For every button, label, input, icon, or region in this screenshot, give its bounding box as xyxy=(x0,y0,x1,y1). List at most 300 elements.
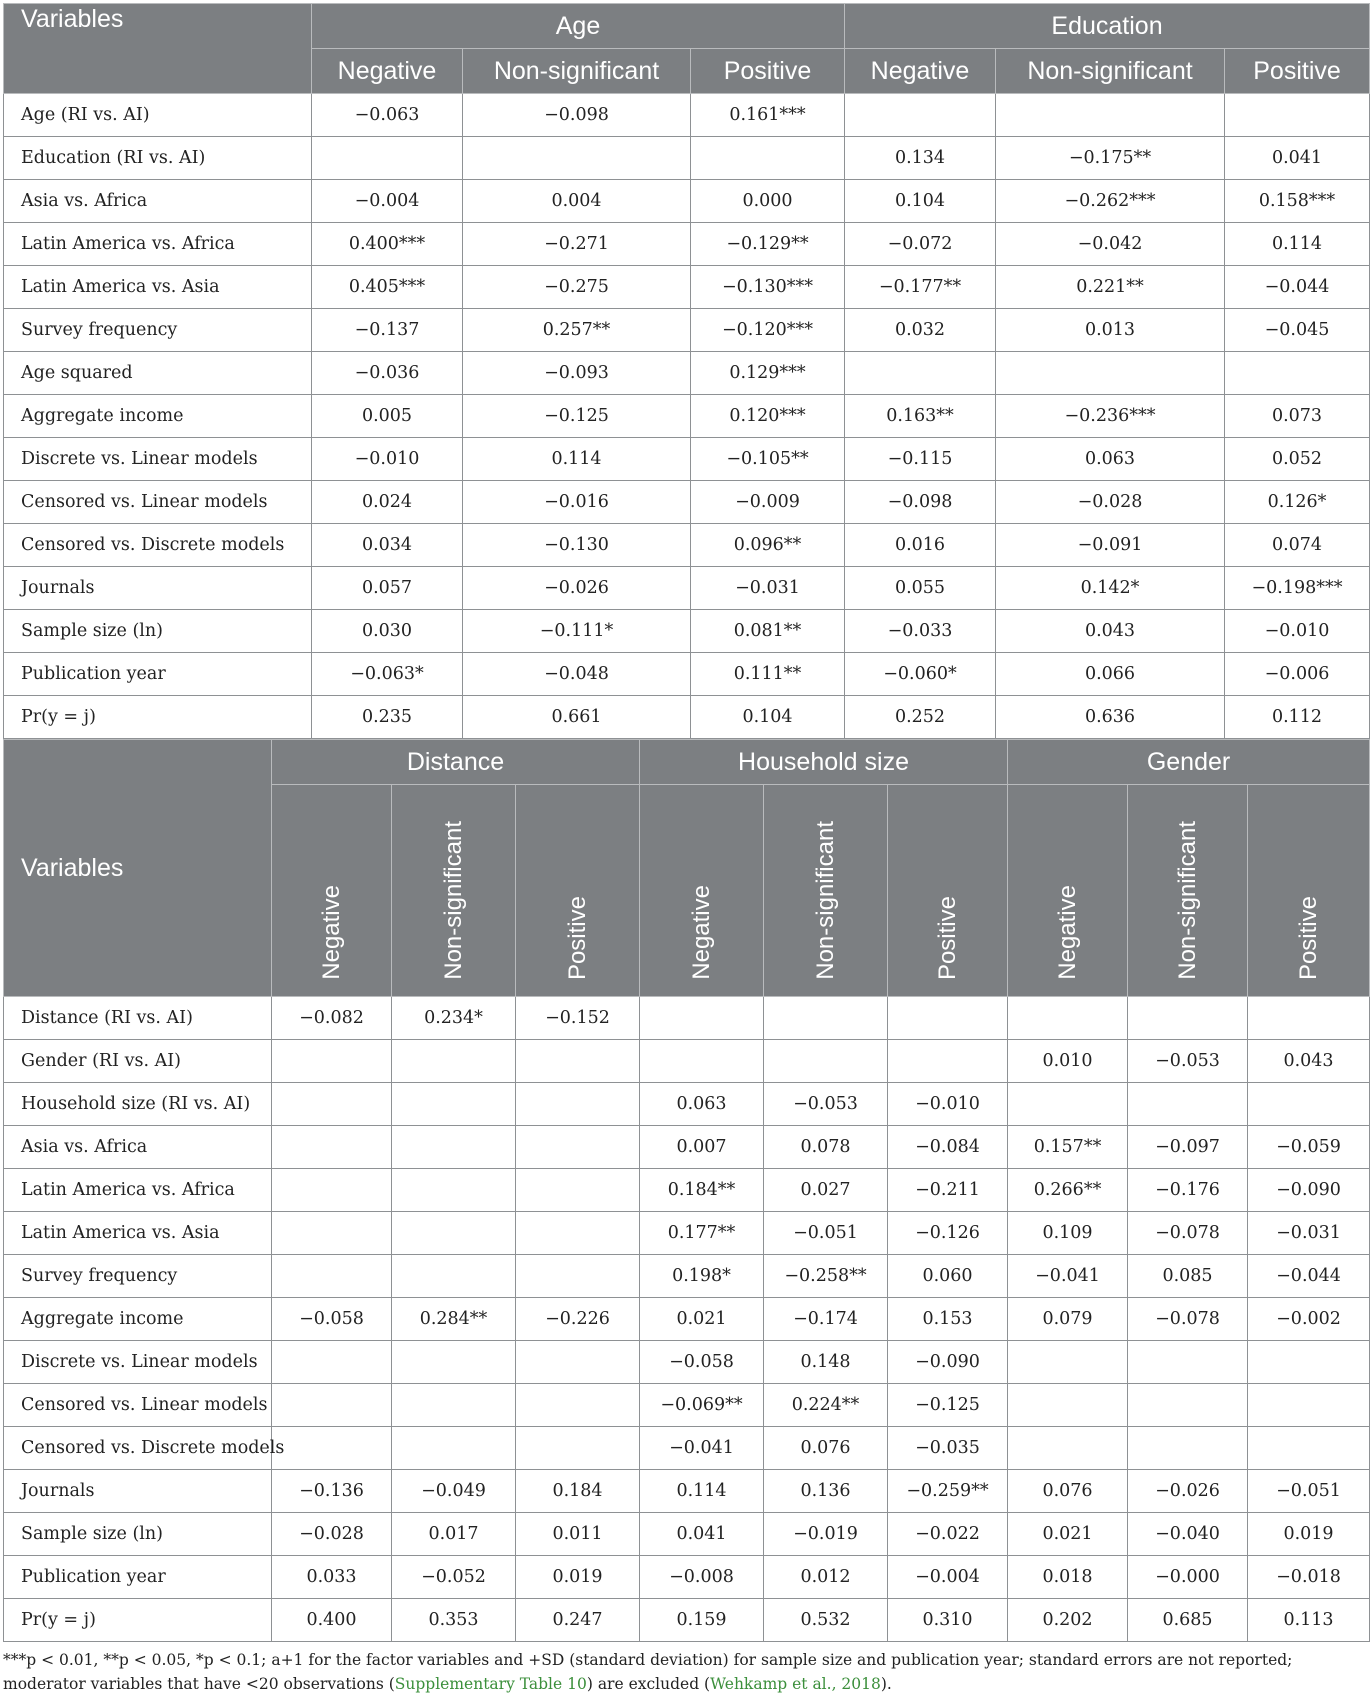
table-cell xyxy=(1008,1427,1128,1470)
table-cell: −0.019 xyxy=(764,1513,888,1556)
table-cell xyxy=(1128,1083,1248,1126)
table-cell: −0.049 xyxy=(392,1470,516,1513)
row-label: Survey frequency xyxy=(4,309,312,352)
table-cell: 0.120*** xyxy=(691,395,845,438)
table-cell xyxy=(392,1384,516,1427)
subheader-non-significant: Non-significant xyxy=(996,49,1225,94)
subheader-positive xyxy=(1248,785,1370,997)
table-cell xyxy=(463,137,691,180)
table-cell: −0.051 xyxy=(764,1212,888,1255)
table-cell: −0.004 xyxy=(312,180,463,223)
table-cell: −0.129** xyxy=(691,223,845,266)
table-cell xyxy=(516,1040,640,1083)
row-label: Discrete vs. Linear models xyxy=(4,438,312,481)
table-cell: 0.136 xyxy=(764,1470,888,1513)
table-cell xyxy=(1008,1341,1128,1384)
table-cell: 0.184** xyxy=(640,1169,764,1212)
table-cell: −0.211 xyxy=(888,1169,1008,1212)
table-cell: 0.310 xyxy=(888,1599,1008,1642)
subheader-negative xyxy=(640,785,764,997)
table-cell: 0.043 xyxy=(1248,1040,1370,1083)
table-cell: 0.004 xyxy=(463,180,691,223)
row-label: Publication year xyxy=(4,1556,272,1599)
subheader-label: Non-significant xyxy=(1173,821,1201,980)
table-cell: 0.153 xyxy=(888,1298,1008,1341)
table-cell: −0.031 xyxy=(1248,1212,1370,1255)
table-cell: −0.090 xyxy=(888,1341,1008,1384)
row-label: Journals xyxy=(4,567,312,610)
table-cell xyxy=(845,352,996,395)
table-cell: 0.010 xyxy=(1008,1040,1128,1083)
table-cell: −0.000 xyxy=(1128,1556,1248,1599)
table-cell: 0.661 xyxy=(463,696,691,739)
table-cell: −0.130*** xyxy=(691,266,845,309)
table-row xyxy=(4,1212,1370,1255)
table-cell: −0.042 xyxy=(996,223,1225,266)
table-cell: 0.685 xyxy=(1128,1599,1248,1642)
table-cell: 0.052 xyxy=(1225,438,1370,481)
table-cell: −0.058 xyxy=(640,1341,764,1384)
table-cell: 0.016 xyxy=(845,524,996,567)
table-cell: −0.177** xyxy=(845,266,996,309)
table-cell: −0.136 xyxy=(272,1470,392,1513)
table-cell: −0.006 xyxy=(1225,653,1370,696)
table-cell: 0.073 xyxy=(1225,395,1370,438)
table-cell: −0.041 xyxy=(1008,1255,1128,1298)
table-cell: 0.034 xyxy=(312,524,463,567)
table-cell xyxy=(1225,352,1370,395)
table-cell xyxy=(272,1384,392,1427)
subheader-negative: Negative xyxy=(312,49,463,94)
table-cell: −0.063* xyxy=(312,653,463,696)
table-cell: −0.137 xyxy=(312,309,463,352)
row-label: Education (RI vs. AI) xyxy=(4,137,312,180)
table-cell: −0.018 xyxy=(1248,1556,1370,1599)
table-cell xyxy=(1225,94,1370,137)
table-cell: −0.044 xyxy=(1225,266,1370,309)
table-cell: −0.258** xyxy=(764,1255,888,1298)
table-cell xyxy=(845,94,996,137)
table-cell xyxy=(392,1212,516,1255)
row-label: Asia vs. Africa xyxy=(4,1126,272,1169)
table-cell xyxy=(392,1169,516,1212)
table-cell: 0.055 xyxy=(845,567,996,610)
table-cell: 0.081** xyxy=(691,610,845,653)
table-cell: 0.266** xyxy=(1008,1169,1128,1212)
table-cell xyxy=(392,1040,516,1083)
table-cell xyxy=(640,1040,764,1083)
table-cell: −0.174 xyxy=(764,1298,888,1341)
table-cell: 0.027 xyxy=(764,1169,888,1212)
table-row xyxy=(4,438,1370,481)
subheader-label: Positive xyxy=(563,895,591,980)
table-cell: −0.090 xyxy=(1248,1169,1370,1212)
row-label: Journals xyxy=(4,1470,272,1513)
table-cell: −0.111* xyxy=(463,610,691,653)
table-cell: 0.148 xyxy=(764,1341,888,1384)
table-cell: 0.114 xyxy=(463,438,691,481)
variables-header: Variables xyxy=(4,740,272,997)
table-cell: 0.060 xyxy=(888,1255,1008,1298)
table-cell: 0.247 xyxy=(516,1599,640,1642)
table-cell xyxy=(888,1040,1008,1083)
table-cell: 0.202 xyxy=(1008,1599,1128,1642)
subheader-non-significant xyxy=(392,785,516,997)
supplementary-table-link[interactable]: Supplementary Table 10 xyxy=(394,1675,587,1693)
table-cell: 0.005 xyxy=(312,395,463,438)
table-row xyxy=(4,1470,1370,1513)
table-cell: 0.113 xyxy=(1248,1599,1370,1642)
table-cell xyxy=(272,1427,392,1470)
row-label: Pr(y = j) xyxy=(4,696,312,739)
table-cell xyxy=(516,1341,640,1384)
table-cell: −0.041 xyxy=(640,1427,764,1470)
subheader-negative xyxy=(1008,785,1128,997)
table-row xyxy=(4,1298,1370,1341)
subheader-positive: Positive xyxy=(1225,49,1370,94)
group-header-distance: Distance xyxy=(272,740,640,785)
table-cell: 0.158*** xyxy=(1225,180,1370,223)
table-cell: 0.234* xyxy=(392,997,516,1040)
table-cell xyxy=(996,94,1225,137)
table-cell: 0.057 xyxy=(312,567,463,610)
table-cell: 0.112 xyxy=(1225,696,1370,739)
table-cell: 0.235 xyxy=(312,696,463,739)
table-cell: 0.114 xyxy=(640,1470,764,1513)
table-cell xyxy=(392,1126,516,1169)
table-cell: −0.175** xyxy=(996,137,1225,180)
table-cell xyxy=(272,1083,392,1126)
table-cell: −0.063 xyxy=(312,94,463,137)
table-cell: 0.019 xyxy=(516,1556,640,1599)
table-cell: −0.125 xyxy=(888,1384,1008,1427)
table-row xyxy=(4,1169,1370,1212)
table-cell: 0.104 xyxy=(845,180,996,223)
subheader-negative xyxy=(272,785,392,997)
table-cell: 0.013 xyxy=(996,309,1225,352)
table-cell: 0.400 xyxy=(272,1599,392,1642)
table-cell: −0.082 xyxy=(272,997,392,1040)
table-cell: −0.115 xyxy=(845,438,996,481)
table-cell: 0.032 xyxy=(845,309,996,352)
table-cell: 0.129*** xyxy=(691,352,845,395)
table-cell: −0.236*** xyxy=(996,395,1225,438)
table-row xyxy=(4,696,1370,739)
subheader-positive xyxy=(888,785,1008,997)
group-header-education: Education xyxy=(845,4,1370,49)
table-row xyxy=(4,1556,1370,1599)
table-cell: −0.051 xyxy=(1248,1470,1370,1513)
table-cell xyxy=(691,137,845,180)
table-cell: 0.163** xyxy=(845,395,996,438)
table-cell xyxy=(392,1341,516,1384)
tables-page xyxy=(3,3,1369,1642)
table-cell: −0.198*** xyxy=(1225,567,1370,610)
table-row xyxy=(4,266,1370,309)
table-cell: −0.105** xyxy=(691,438,845,481)
table-row xyxy=(4,1341,1370,1384)
table-cell: −0.026 xyxy=(463,567,691,610)
table-cell: 0.114 xyxy=(1225,223,1370,266)
table-cell: 0.078 xyxy=(764,1126,888,1169)
table-cell: −0.008 xyxy=(640,1556,764,1599)
table-cell: 0.007 xyxy=(640,1126,764,1169)
table-cell: −0.010 xyxy=(312,438,463,481)
row-label: Latin America vs. Asia xyxy=(4,1212,272,1255)
group-header-household-size: Household size xyxy=(640,740,1008,785)
table-cell: 0.221** xyxy=(996,266,1225,309)
table-cell xyxy=(516,1169,640,1212)
subheader-non-significant: Non-significant xyxy=(463,49,691,94)
table-row xyxy=(4,1083,1370,1126)
table-cell: −0.026 xyxy=(1128,1470,1248,1513)
table-cell xyxy=(516,1083,640,1126)
table-cell xyxy=(888,997,1008,1040)
table-cell xyxy=(516,1212,640,1255)
table-cell: −0.052 xyxy=(392,1556,516,1599)
table-cell: 0.066 xyxy=(996,653,1225,696)
table-cell xyxy=(1248,1083,1370,1126)
table-cell xyxy=(1128,1341,1248,1384)
table-cell xyxy=(1248,1384,1370,1427)
row-label: Age squared xyxy=(4,352,312,395)
table-cell: −0.035 xyxy=(888,1427,1008,1470)
row-label: Latin America vs. Africa xyxy=(4,223,312,266)
subheader-label: Negative xyxy=(687,885,715,980)
row-label: Censored vs. Discrete models xyxy=(4,524,312,567)
table-cell: −0.060* xyxy=(845,653,996,696)
table-cell xyxy=(1248,1341,1370,1384)
row-label: Publication year xyxy=(4,653,312,696)
table-cell: 0.043 xyxy=(996,610,1225,653)
row-label: Latin America vs. Africa xyxy=(4,1169,272,1212)
row-label: Sample size (ln) xyxy=(4,610,312,653)
table-cell: −0.262*** xyxy=(996,180,1225,223)
table-cell: 0.018 xyxy=(1008,1556,1128,1599)
table-cell: 0.017 xyxy=(392,1513,516,1556)
subheader-label: Non-significant xyxy=(811,821,839,980)
table-cell: −0.022 xyxy=(888,1513,1008,1556)
table-cell: −0.016 xyxy=(463,481,691,524)
table-row xyxy=(4,1427,1370,1470)
table-distance-household-gender xyxy=(3,739,1370,1642)
table-cell: −0.097 xyxy=(1128,1126,1248,1169)
row-label: Age (RI vs. AI) xyxy=(4,94,312,137)
table-cell: −0.126 xyxy=(888,1212,1008,1255)
subheader-positive xyxy=(516,785,640,997)
table-cell: −0.004 xyxy=(888,1556,1008,1599)
table-cell: 0.030 xyxy=(312,610,463,653)
table-cell: −0.033 xyxy=(845,610,996,653)
subheader-non-significant xyxy=(764,785,888,997)
table-cell: 0.532 xyxy=(764,1599,888,1642)
subheader-label: Negative xyxy=(317,885,345,980)
table-cell: −0.009 xyxy=(691,481,845,524)
variables-header: Variables xyxy=(4,4,312,94)
table-cell xyxy=(1008,1384,1128,1427)
table-cell: 0.085 xyxy=(1128,1255,1248,1298)
table-row xyxy=(4,1513,1370,1556)
table-cell: −0.028 xyxy=(272,1513,392,1556)
subheader-non-significant xyxy=(1128,785,1248,997)
table-cell: 0.019 xyxy=(1248,1513,1370,1556)
table-cell: −0.093 xyxy=(463,352,691,395)
table-cell: 0.041 xyxy=(1225,137,1370,180)
table-cell: −0.028 xyxy=(996,481,1225,524)
row-label: Censored vs. Discrete models xyxy=(4,1427,272,1470)
table-cell: 0.021 xyxy=(640,1298,764,1341)
table-cell: 0.096** xyxy=(691,524,845,567)
table-cell: −0.048 xyxy=(463,653,691,696)
table-row xyxy=(4,1599,1370,1642)
table-cell: 0.257** xyxy=(463,309,691,352)
table-row xyxy=(4,309,1370,352)
table-cell: 0.104 xyxy=(691,696,845,739)
table-row xyxy=(4,997,1370,1040)
group-header-gender: Gender xyxy=(1008,740,1370,785)
table-cell: −0.084 xyxy=(888,1126,1008,1169)
table-cell xyxy=(392,1427,516,1470)
table-row xyxy=(4,223,1370,266)
row-label: Gender (RI vs. AI) xyxy=(4,1040,272,1083)
footnote-text-3: ). xyxy=(880,1675,892,1693)
table-row xyxy=(4,1040,1370,1083)
table-row xyxy=(4,653,1370,696)
table-cell: 0.157** xyxy=(1008,1126,1128,1169)
footnote-text-1: a+1 for the factor variables and +SD (standard deviation) for sample size and publication year; standard errors are not reported; moderator variables that have <20 observations ( xyxy=(3,1651,1293,1693)
table-cell xyxy=(1008,1083,1128,1126)
table-cell: 0.198* xyxy=(640,1255,764,1298)
subheader-label: Non-significant xyxy=(439,821,467,980)
table-cell: 0.076 xyxy=(764,1427,888,1470)
table-row xyxy=(4,137,1370,180)
table-cell: −0.058 xyxy=(272,1298,392,1341)
table-cell: −0.125 xyxy=(463,395,691,438)
table-row xyxy=(4,395,1370,438)
table-cell: −0.078 xyxy=(1128,1298,1248,1341)
table-cell: −0.044 xyxy=(1248,1255,1370,1298)
table-cell: 0.161*** xyxy=(691,94,845,137)
table-cell: −0.152 xyxy=(516,997,640,1040)
table-cell: 0.111** xyxy=(691,653,845,696)
row-label: Sample size (ln) xyxy=(4,1513,272,1556)
table-cell: 0.134 xyxy=(845,137,996,180)
table-cell: 0.405*** xyxy=(312,266,463,309)
table-cell: −0.275 xyxy=(463,266,691,309)
table-cell: 0.159 xyxy=(640,1599,764,1642)
table-cell: −0.091 xyxy=(996,524,1225,567)
table-cell xyxy=(516,1384,640,1427)
table-cell: 0.021 xyxy=(1008,1513,1128,1556)
reference-link[interactable]: Wehkamp et al., 2018 xyxy=(710,1675,881,1693)
table-cell: 0.142* xyxy=(996,567,1225,610)
group-header-age: Age xyxy=(312,4,845,49)
table-cell xyxy=(272,1341,392,1384)
table-cell: −0.053 xyxy=(1128,1040,1248,1083)
table-cell xyxy=(1128,1427,1248,1470)
table-cell: −0.120*** xyxy=(691,309,845,352)
row-label: Aggregate income xyxy=(4,1298,272,1341)
table-cell xyxy=(1128,1384,1248,1427)
table-cell: 0.184 xyxy=(516,1470,640,1513)
table-cell: −0.072 xyxy=(845,223,996,266)
table-cell: 0.400*** xyxy=(312,223,463,266)
table-row xyxy=(4,1384,1370,1427)
table-cell: 0.063 xyxy=(640,1083,764,1126)
table-cell: 0.284** xyxy=(392,1298,516,1341)
row-label: Asia vs. Africa xyxy=(4,180,312,223)
table-cell: 0.063 xyxy=(996,438,1225,481)
table-cell xyxy=(392,1255,516,1298)
table-cell xyxy=(1248,1427,1370,1470)
table-cell: 0.012 xyxy=(764,1556,888,1599)
row-label: Discrete vs. Linear models xyxy=(4,1341,272,1384)
table-cell: 0.636 xyxy=(996,696,1225,739)
table-row xyxy=(4,180,1370,223)
row-label: Censored vs. Linear models xyxy=(4,1384,272,1427)
table-cell: 0.024 xyxy=(312,481,463,524)
table-cell xyxy=(272,1040,392,1083)
table-cell: −0.226 xyxy=(516,1298,640,1341)
table-cell xyxy=(272,1255,392,1298)
table-cell: −0.002 xyxy=(1248,1298,1370,1341)
table-cell: −0.031 xyxy=(691,567,845,610)
subheader-label: Positive xyxy=(933,895,961,980)
table-cell: 0.126* xyxy=(1225,481,1370,524)
table-cell xyxy=(1128,997,1248,1040)
table-cell: −0.130 xyxy=(463,524,691,567)
row-label: Survey frequency xyxy=(4,1255,272,1298)
table-cell: −0.271 xyxy=(463,223,691,266)
table-cell: 0.177** xyxy=(640,1212,764,1255)
subheader-positive: Positive xyxy=(691,49,845,94)
table-cell: −0.176 xyxy=(1128,1169,1248,1212)
footnote-text-2: ) are excluded ( xyxy=(586,1675,711,1693)
table-row xyxy=(4,94,1370,137)
table-row xyxy=(4,352,1370,395)
table-cell xyxy=(764,1040,888,1083)
table-row xyxy=(4,610,1370,653)
table-cell: −0.010 xyxy=(1225,610,1370,653)
row-label: Pr(y = j) xyxy=(4,1599,272,1642)
table-cell: 0.074 xyxy=(1225,524,1370,567)
table-row xyxy=(4,524,1370,567)
table-cell: −0.040 xyxy=(1128,1513,1248,1556)
table-cell: 0.353 xyxy=(392,1599,516,1642)
table-cell xyxy=(640,997,764,1040)
table-cell: −0.036 xyxy=(312,352,463,395)
table-age-education xyxy=(3,3,1370,739)
table-row xyxy=(4,1126,1370,1169)
row-label: Latin America vs. Asia xyxy=(4,266,312,309)
table-cell: −0.098 xyxy=(845,481,996,524)
footnote xyxy=(3,1648,1369,1696)
subheader-label: Positive xyxy=(1294,895,1322,980)
table-cell xyxy=(516,1126,640,1169)
table-cell: 0.041 xyxy=(640,1513,764,1556)
table-cell: −0.053 xyxy=(764,1083,888,1126)
table-cell xyxy=(1008,997,1128,1040)
table-cell xyxy=(996,352,1225,395)
table-cell xyxy=(272,1126,392,1169)
table-row xyxy=(4,567,1370,610)
significance-note: ***p < 0.01, **p < 0.05, *p < 0.1; xyxy=(3,1651,272,1669)
table-cell: 0.011 xyxy=(516,1513,640,1556)
table-cell: 0.252 xyxy=(845,696,996,739)
subheader-negative: Negative xyxy=(845,49,996,94)
table-cell xyxy=(1248,997,1370,1040)
table-row xyxy=(4,1255,1370,1298)
